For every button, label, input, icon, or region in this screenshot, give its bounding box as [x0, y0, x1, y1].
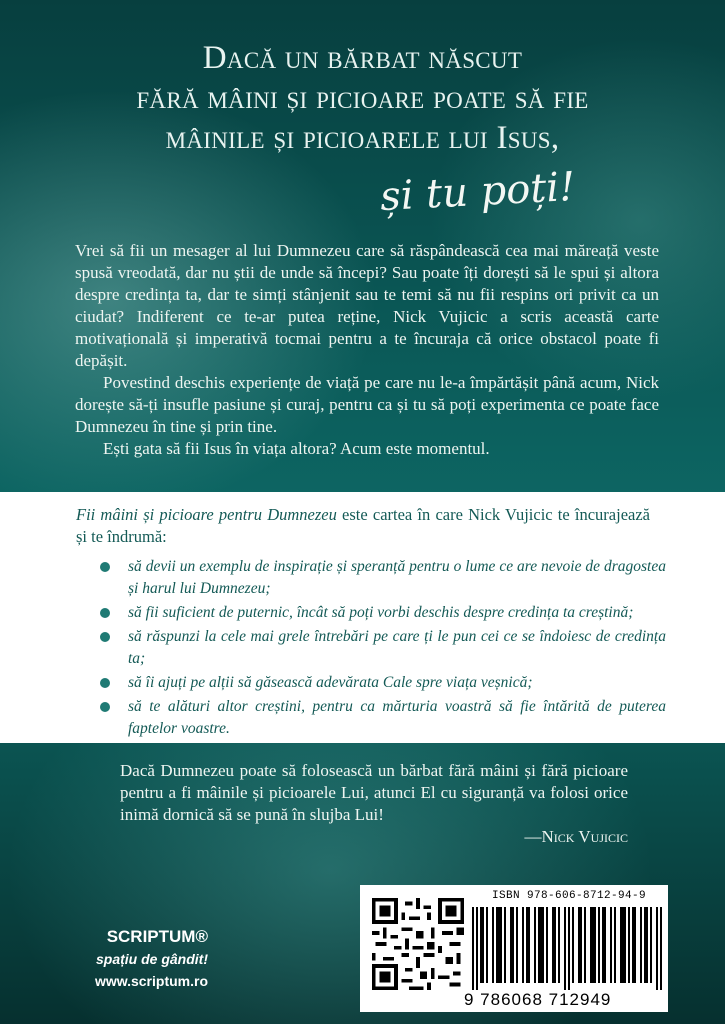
bullet-item: [96, 626, 666, 670]
bullet-text: să devii un exemplu de inspirație și speranță pentru o lume ce are nevoie de dragostea și harul lui Dumnezeu;: [128, 558, 666, 597]
bullet-item: [96, 602, 666, 624]
publisher-name: SCRIPTUM®: [106, 927, 208, 946]
quote-author: —Nick Vujicic: [524, 827, 628, 846]
qr-code-icon: [372, 898, 464, 990]
bullet-item: [96, 556, 666, 600]
highlight-lead-rest: este cartea în care Nick Vujicic te încurajează și te îndrumă:: [76, 505, 650, 546]
intro-text: [75, 240, 659, 460]
headline-line-3: mâinile și picioarele lui Isus,: [165, 120, 560, 156]
bullet-dot-icon: [100, 678, 110, 688]
bullet-item: [96, 696, 666, 740]
intro-paragraph-2: Povestind deschis experiențe de viață pe care nu le-a împărtășit până acum, Nick dorește să-ți insufle pasiune și curaj, pentru ca și tu să poți experimenta ce poate face Dumnezeu în tine și prin tine.: [75, 373, 659, 436]
bullet-dot-icon: [100, 632, 110, 642]
headline-line-1: Dacă un bărbat născut: [202, 40, 523, 76]
bullet-dot-icon: [100, 562, 110, 572]
publisher-block: [95, 926, 208, 992]
bullet-text: să fii suficient de puternic, încât să poți vorbi deschis despre credința ta creștină;: [128, 604, 634, 621]
highlight-lead: [76, 504, 650, 548]
publisher-url: www.scriptum.ro: [94, 973, 208, 989]
bullet-text: să îi ajuți pe alții să găsească adevărata Cale spre viața veșnică;: [128, 674, 533, 691]
barcode-icon: [472, 907, 662, 993]
bullet-item: [96, 672, 666, 694]
barcode-number: 9 786068 712949: [464, 990, 666, 1010]
bullet-dot-icon: [100, 702, 110, 712]
headline-script: și tu poți!: [378, 163, 577, 221]
book-title: Fii mâini și picioare pentru Dumnezeu: [76, 505, 337, 524]
intro-paragraph-3: Ești gata să fii Isus în viața altora? Acum este momentul.: [103, 439, 490, 458]
publisher-tagline: spațiu de gândit!: [96, 951, 208, 967]
bullet-text: să răspunzi la cele mai grele întrebări pe care ți le pun cei ce se îndoiesc de credința ta;: [128, 628, 666, 667]
highlight-bullet-list: [96, 556, 666, 742]
quote-text: Dacă Dumnezeu poate să folosească un bărbat fără mâini și fără picioare pentru a fi mâinile și picioarele Lui, atunci El cu siguranță va folosi orice inimă dornică să se pună în slujba Lui!: [120, 761, 628, 824]
isbn-text: ISBN 978-606-8712-94-9: [491, 890, 647, 902]
intro-paragraph-1: Vrei să fii un mesager al lui Dumnezeu care să răspândească cea mai măreață veste spusă vreodată, dar nu știi de unde să începi? Sau poate îți dorești să le spui și altora despre credința ta, dar te simți stânjenit sau te temi să nu fii respins ori privit ca un ciudat? Indiferent ce te-ar putea reține, Nick Vujicic a scris această carte motivațională și imperativă tocmai pentru a te încuraja că orice obstacol poate fi depășit.: [75, 241, 659, 370]
author-quote: [120, 760, 628, 848]
headline: [0, 38, 725, 158]
headline-line-2: fără mâini și picioare poate să fie: [136, 80, 589, 116]
bullet-dot-icon: [100, 608, 110, 618]
bullet-text: să te alături altor creștini, pentru ca mărturia voastră să fie întărită de puterea faptelor voastre.: [128, 698, 666, 737]
